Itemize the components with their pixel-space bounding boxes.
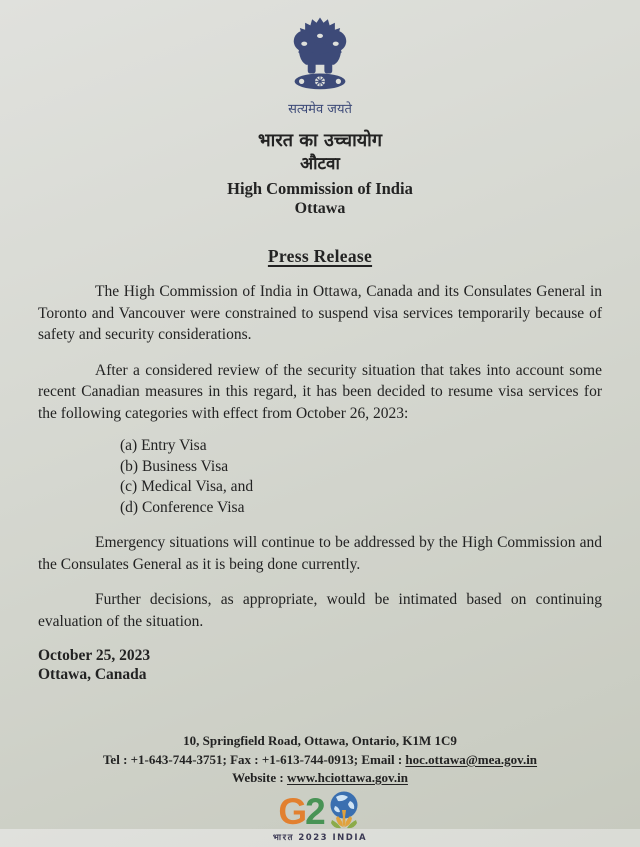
g20-caption: भारत 2023 INDIA (273, 829, 367, 847)
paragraph-suspension: The High Commission of India in Ottawa, Canada and its Consulates General in Toronto and Vancouver were constrained to suspend visa services temporarily because of safety and security considerations. (38, 281, 602, 346)
letter-footer (38, 732, 602, 847)
dateline (38, 646, 602, 684)
footer-contact-line (38, 751, 602, 770)
date: October 25, 2023 (38, 646, 602, 665)
document-title (38, 245, 602, 268)
visa-category-list (120, 436, 602, 518)
g20-letter-g: G (278, 793, 305, 831)
list-item: (c) Medical Visa, and (120, 477, 602, 498)
place: Ottawa, Canada (38, 665, 602, 684)
org-name-english: High Commission of India (38, 178, 602, 199)
g20-logo (38, 792, 602, 847)
letterhead (38, 14, 602, 219)
list-item: (b) Business Visa (120, 457, 602, 478)
footer-address: 10, Springfield Road, Ottawa, Ontario, K1M 1C9 (38, 732, 602, 751)
list-item: (d) Conference Visa (120, 498, 602, 519)
g20-globe-lotus-icon (326, 790, 362, 834)
footer-email: hoc.ottawa@mea.gov.in (405, 752, 537, 767)
footer-website-prefix: Website : (232, 770, 287, 785)
city-name-hindi: औटवा (38, 153, 602, 175)
g20-logo-row (278, 792, 361, 832)
list-item: (a) Entry Visa (120, 436, 602, 457)
india-emblem-icon (280, 14, 360, 98)
paragraph-further-decisions: Further decisions, as appropriate, would be intimated based on continuing evaluation of the situation. (38, 589, 602, 632)
paragraph-resume-decision: After a considered review of the security situation that takes into account some recent Canadian measures in this regard, it has been decided to resume visa services for the following categories with effect from October 26, 2023: (38, 360, 602, 425)
emblem-block (38, 14, 602, 117)
document-title-text: Press Release (268, 246, 372, 266)
emblem-motto: सत्यमेव जयते (288, 99, 352, 117)
footer-website-line (38, 769, 602, 788)
footer-contact-prefix: Tel : +1-643-744-3751; Fax : +1-613-744-0913; Email : (103, 752, 405, 767)
paragraph-emergency: Emergency situations will continue to be addressed by the High Commission and the Consulates General as it is being done currently. (38, 532, 602, 575)
city-name-english: Ottawa (38, 199, 602, 219)
g20-digit-2: 2 (305, 793, 325, 831)
org-name-hindi: भारत का उच्चायोग (38, 129, 602, 153)
footer-website: www.hciottawa.gov.in (287, 770, 408, 785)
